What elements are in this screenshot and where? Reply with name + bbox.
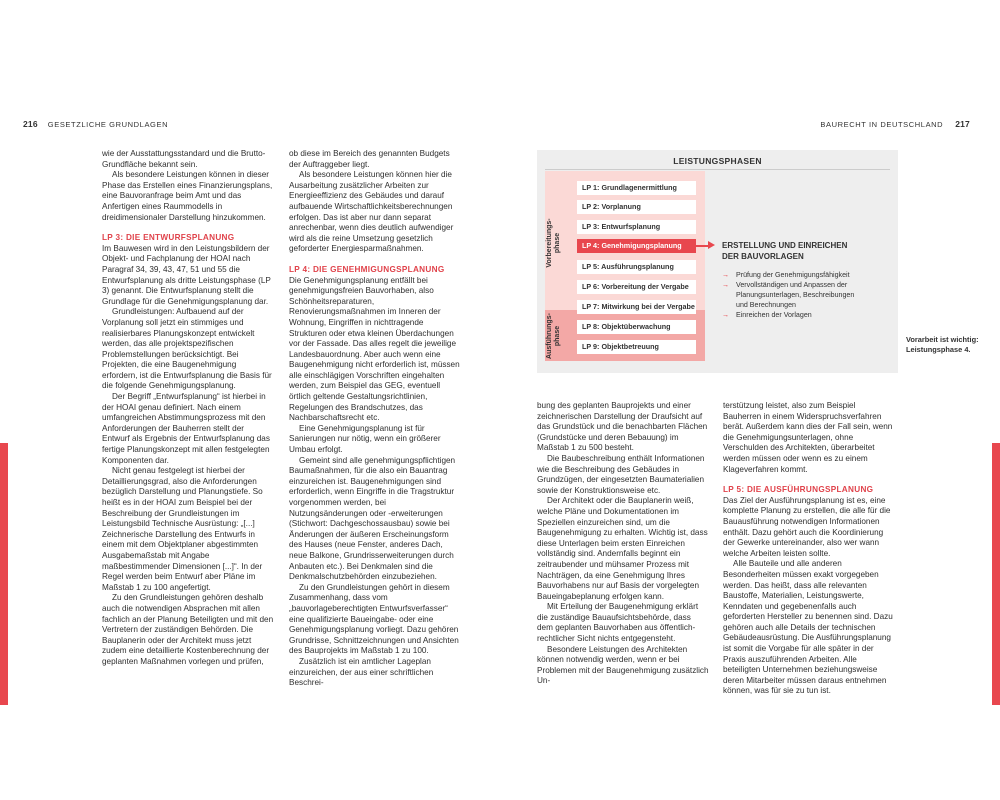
paragraph: terstützung leistet, also zum Beispiel Bauherren in einem Widerspruchsverfahren berät. Außerdem kann dies der Fall sein, wenn die Genehmigungsunterlagen, ohne Verschulden des Architekten, überarbeitet werden müssen oder wenn es zu einem Klageverfahren kommt. (723, 401, 893, 474)
paragraph: Der Begriff „Entwurfsplanung“ ist hierbei in der HOAI genau definiert. Nach einem umfangreichen Abstimmungsprozess mit den Anforderungen der Bauherren stellt der Entwurf als Ergebnis der Entwurfsplanung das fertige Planungskonzept mit allen festgelegten Komponenten dar. (102, 392, 270, 465)
arrow-right-icon: → (722, 311, 730, 319)
arrow-right-icon: → (722, 271, 730, 279)
text-column-1 (102, 149, 274, 668)
paragraph: Nicht genau festgelegt ist hierbei der Detaillierungsgrad, also die Anforderungen bezüglich Darstellung und Planungstiefe. So heißt es in der HOAI zum Beispiel bei der Beschreibung der Grundleistungen im Leistungsbild Technische Ausrüstung: „[...] Zeichnerische Darstellung des Entwurfs in einem mit dem Objektplaner abgestimmten Ausgabemaßstab mit Angabe maßbestimmender Dimensionen [...]“. In der Regel werden beim Entwurf aber Pläne im Maßstab 1 zu 100 angefertigt. (102, 466, 263, 592)
right-running-head (820, 119, 970, 129)
left-running-head (23, 119, 168, 129)
paragraph: wie der Ausstattungsstandard und die Brutto-Grundfläche bekannt sein. (102, 149, 266, 169)
lp4-bullet-list (722, 270, 862, 320)
right-edge-marker (992, 443, 1000, 705)
lp-item-5: LP 5: Ausführungsplanung (577, 260, 696, 274)
bullet-text: Einreichen der Vorlagen (736, 311, 812, 319)
lp-item-3: LP 3: Entwurfsplanung (577, 220, 696, 234)
text-column-2 (289, 149, 461, 689)
right-chapter-title: BAURECHT IN DEUTSCHLAND (820, 120, 944, 129)
section-heading: LP 4: DIE GENEHMIGUNGSPLANUNG (289, 264, 445, 274)
paragraph: Als besondere Leistungen können hier die Ausarbeitung zusätzlicher Arbeiten zur Energieeffizienz des Gebäudes und darauf aufbauende Wirtschaftlichkeitsberechnungen erfolgen. Das ist aber nur dann separat anrechenbar, wenn dies deutlich aufwendiger wird als die reine Umsetzung gesetzlich geforderter Energiesparmaßnahmen. (289, 170, 454, 254)
section-heading: LP 3: DIE ENTWURFSPLANUNG (102, 233, 235, 243)
lp-item-1: LP 1: Grundlagenermittlung (577, 181, 696, 195)
paragraph: Eine Genehmigungsplanung ist für Sanierungen nur nötig, wenn ein größerer Umbau erfolgt. (289, 423, 441, 455)
paragraph: bung des geplanten Bauprojekts und einer zeichnerischen Darstellung der Draufsicht auf das Grundstück und die benachbarten Flächen (Grundstücke und deren Bebauung) im Maßstab 1 zu 500 besteht. (537, 401, 708, 453)
paragraph: Grundleistungen: Aufbauend auf der Vorplanung soll jetzt ein stimmiges und realisierbares Planungskonzept entwickelt werden, das alle projektspezifischen Problemstellungen berücksichtigt. Bei Projekten, die eine Baugenehmigung erfordern, ist die Entwurfsplanung die Basis für die folgende Genehmigungsplanung. (102, 307, 272, 391)
paragraph: Die Genehmigungsplanung entfällt bei genehmigungsfreien Bauvorhaben, also Schönheitsreparaturen, Renovierungsmaßnahmen im Inneren der Wohnung, Eingriffen in nichttragende Strukturen oder etwa kleinen Überdachungen vor der Fassade. Das alles regelt die jeweilige Landesbauordnung. Aber auch wenn eine Baugenehmigung nicht erforderlich ist, müssen alle einschlägigen Vorschriften eingehalten werden, zum Beispiel das GEG, eventuell örtlich geltende Gestaltungsrichtlinien, Regelungen des Brandschutzes, das Nachbarschaftsrecht etc. (289, 275, 460, 423)
paragraph: Im Bauwesen wird in den Leistungsbildern der Objekt- und Fachplanung der HOAI nach Paragraf 34, 39, 43, 47, 51 und 55 die Entwurfsplanung als dritte Leistungsphase (LP 3) genannt. Die Entwurfsplanung stellt die Grundlage für die Genehmigungsplanung dar. (102, 243, 271, 306)
diagram-title-rule (545, 169, 890, 170)
lp-item-8: LP 8: Objektüberwachung (577, 320, 696, 334)
right-page-number: 217 (955, 119, 970, 129)
bullet-text: Vervollständigen und Anpassen der Planungsunterlagen, Beschreibungen und Berechnungen (736, 281, 855, 309)
section-heading: LP 5: DIE AUSFÜHRUNGSPLANUNG (723, 485, 874, 495)
text-column-3 (537, 401, 709, 687)
lp-item-6: LP 6: Vorbereitung der Vergabe (577, 280, 696, 294)
lp-item-2: LP 2: Vorplanung (577, 200, 696, 214)
side-caption: Vorarbeit ist wichtig: Leistungsphase 4. (906, 335, 979, 354)
text-column-4 (723, 401, 895, 697)
left-page-number: 216 (23, 119, 38, 129)
left-chapter-title: GESETZLICHE GRUNDLAGEN (47, 120, 169, 129)
lp-item-9: LP 9: Objektbetreuung (577, 340, 696, 354)
paragraph: Der Architekt oder die Bauplanerin weiß, welche Pläne und Dokumentationen im Speziellen einzureichen sind, um die Baugenehmigung zu erhalten. Wichtig ist, dass diese Unterlagen beim ersten Einreichen vollständig sind. Andernfalls beginnt ein zeitraubender und mühsamer Prozess mit Nachträgen, da eine Genehmigung Ihres Bauvorhabens nur auf Basis der vorgelegten Baueingabeplanung erfolgen kann. (537, 496, 708, 601)
arrow-right-icon (708, 241, 715, 249)
paragraph: Besondere Leistungen des Architekten können notwendig werden, wenn er bei Problemen mit der Baugenehmigung zusätzlich Un- (537, 644, 709, 686)
phase-preparation-label: Vorbereitungs- phase (546, 218, 561, 268)
lp4-highlight-title: ERSTELLUNG UND EINREICHEN DER BAUVORLAGEN (722, 241, 848, 261)
paragraph: Das Ziel der Ausführungsplanung ist es, eine komplette Planung zu erstellen, die alle für die Bauausführung notwendigen Informationen enthält. Dazu gehört auch die Koordinierung der Gewerke untereinander, also wer wann welche Arbeiten leisten sollte. (723, 495, 891, 558)
bullet-item (722, 270, 862, 280)
paragraph: Die Baubeschreibung enthält Informationen wie die Beschreibung des Gebäudes in Grundzügen, der eingesetzten Baumaterialien sowie der Konstruktionsweise etc. (537, 453, 705, 495)
paragraph: Zu den Grundleistungen gehört in diesem Zusammenhang, dass vom „bauvorlageberechtigten Entwurfsverfasser“ eine qualifizierte Baueingabe- oder eine Genehmigungsplanung vorliegt. Dazu gehören Grundrisse, Schnittzeichnungen und Ansichten des Bauprojekts im Maßstab 1 zu 100. (289, 582, 459, 656)
bullet-item (722, 280, 862, 310)
paragraph: Als besondere Leistungen können in dieser Phase das Erstellen eines Finanzierungsplans, eine Bauvoranfrage beim Amt und das Anfertigen eines Raummodells in dreidimensionaler Darstellung hinzukommen. (102, 170, 273, 222)
arrow-right-icon: → (722, 281, 730, 289)
bullet-item (722, 310, 862, 320)
lp-item-7: LP 7: Mitwirkung bei der Vergabe (577, 300, 696, 314)
paragraph: Gemeint sind alle genehmigungspflichtigen Baumaßnahmen, für die also ein Bauantrag einzureichen ist. Baugenehmigungen sind erforderlich, wenn Eingriffe in die Tragstruktur vorgenommen werden, bei Nutzungsänderungen oder -erweiterungen (Stichwort: Dachgeschossausbau) sowie bei Änderungen der äußeren Erscheinungsform des Hauses (neue Fenster, anderes Dach, neue Balkone, Grundrisserweiterungen durch Anbauten etc.). Bei Denkmalen sind die Denkmalschutzbehörden einzubeziehen. (289, 455, 456, 582)
diagram-title: LEISTUNGSPHASEN (673, 156, 762, 166)
left-edge-marker (0, 443, 8, 705)
paragraph: Zusätzlich ist ein amtlicher Lageplan einzureichen, der aus einer schriftlichen Beschrei- (289, 656, 434, 688)
paragraph: Mit Erteilung der Baugenehmigung erklärt die zuständige Bauaufsichtsbehörde, dass dem geplanten Bauvorhaben aus öffentlich-rechtlicher Sicht nichts entgegensteht. (537, 602, 699, 644)
paragraph: Alle Bauteile und alle anderen Besonderheiten müssen exakt vorgegeben werden. Das heißt, dass alle relevanten Baustoffe, Materialien, Leistungswerte, Kenndaten und gegebenenfalls auch geforderten Hersteller zu benennen sind. Dazu gehören auch alle Details der technischen Gebäudeausrüstung. Die Ausführungsplanung ist somit die Vorgabe für alle später in der Praxis auszuführenden Arbeiten. Alle beteiligten Unternehmen beziehungsweise deren Mitarbeiter müssen daraus entnehmen können, was für sie zu tun ist. (723, 559, 893, 696)
paragraph: Zu den Grundleistungen gehören deshalb auch die notwendigen Absprachen mit allen fachlich an der Planung Beteiligten und mit den Vertretern der zuständigen Behörden. Die Bauplanerin oder der Architekt muss jetzt zudem eine detaillierte Kostenberechnung der geplanten Maßnahmen vorlegen und prüfen, (102, 593, 274, 666)
bullet-text: Prüfung der Genehmigungsfähigkeit (736, 271, 850, 279)
lp-item-4: LP 4: Genehmigungsplanung (577, 239, 696, 253)
phase-execution-label: Ausführungs- phase (546, 313, 561, 359)
paragraph: ob diese im Bereich des genannten Budgets der Auftraggeber liegt. (289, 149, 450, 169)
